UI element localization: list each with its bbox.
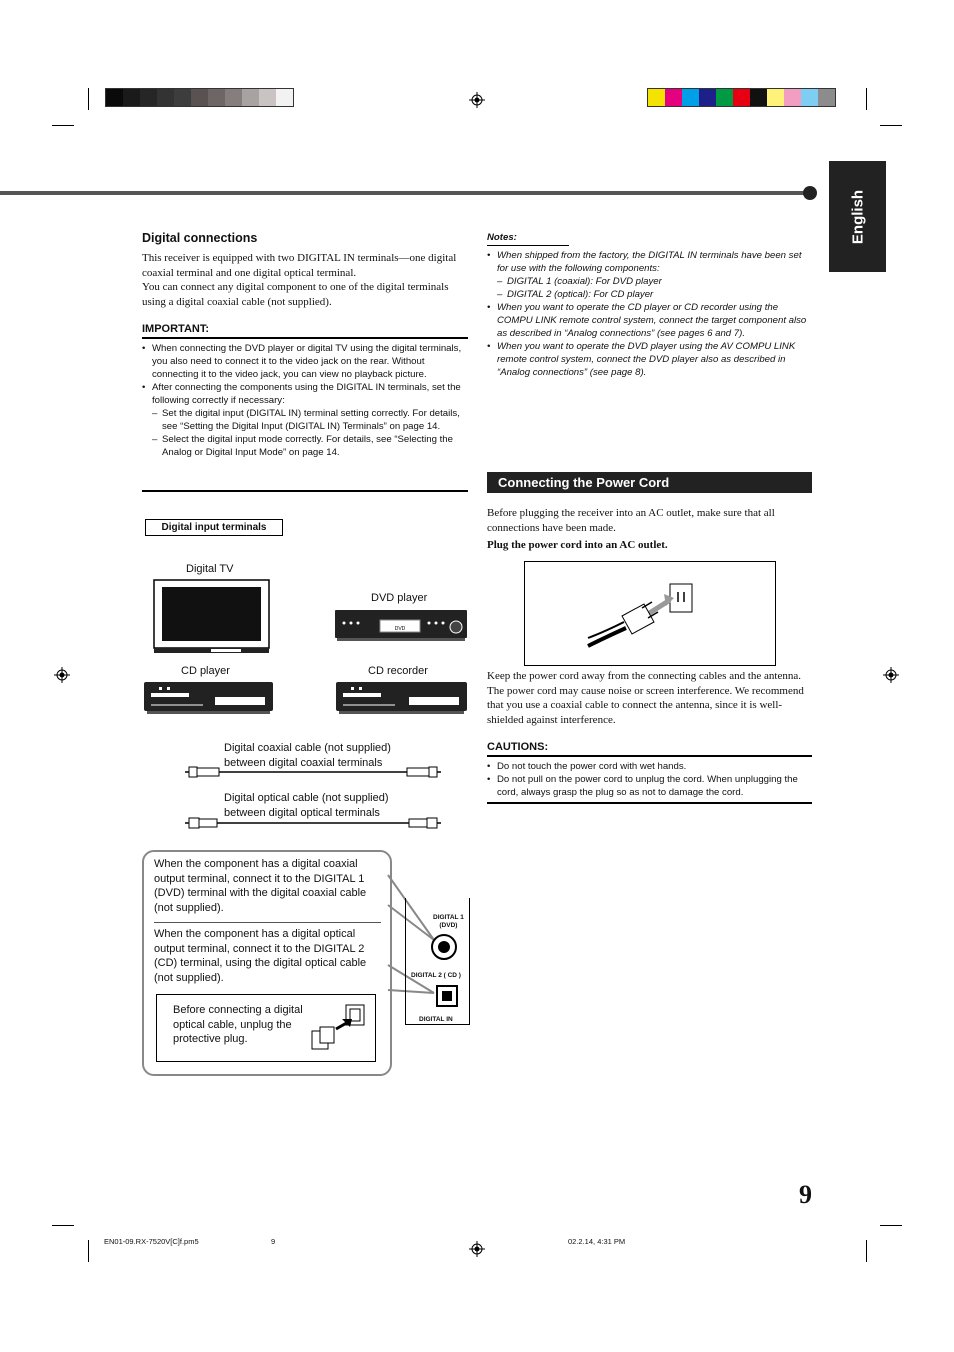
important-item-text: After connecting the components using the DIGITAL IN terminals, set the following correctly if necessary: [152,382,461,406]
crop-mark [52,1225,74,1226]
coaxial-cable-caption-line: Digital coaxial cable (not supplied) [224,742,391,754]
coaxial-cable-caption-line: between digital coaxial terminals [224,756,383,769]
digital-input-terminals-label: Digital input terminals [145,519,283,536]
important-item [142,381,462,459]
notes-rule [487,245,569,246]
color-swatch [801,89,818,106]
color-swatch [208,89,225,106]
digital1-label-line: DIGITAL 1 [433,914,464,921]
digital-in-label: DIGITAL IN [419,1016,453,1023]
cd-player-icon [143,681,274,715]
registration-mark-icon [883,667,899,683]
important-item: • When connecting the DVD player or digital TV using the digital terminals, you also need to connect it to the video jack on the rear. Without connecting it to the video jack, you can view no playback picture. [142,342,462,381]
note-item-text: When shipped from the factory, the DIGITAL IN terminals have been set for use with the following components: [497,250,802,274]
cautions-label: CAUTIONS: [487,741,549,753]
footer-page: 9 [271,1237,276,1246]
color-swatch [784,89,801,106]
crop-mark [88,88,89,110]
color-swatch [174,89,191,106]
protective-plug-text: Before connecting a digital optical cable, unplug the protective plug. [173,1004,303,1045]
cd-player-label: CD player [181,665,230,677]
coaxial-cable-icon [183,763,443,781]
top-rule [0,191,806,195]
optical-cable-caption-line: between digital optical terminals [224,806,380,819]
color-swatch [140,89,157,106]
optical-cable-icon [183,814,443,832]
crop-mark [866,88,867,110]
crop-mark [88,1240,89,1262]
registration-mark-icon [54,667,70,683]
coaxial-jack-icon [430,933,458,961]
digital1-label [433,914,464,930]
digital1-label-line: (DVD) [439,922,458,929]
color-swatch [259,89,276,106]
caution-item: • Do not touch the power cord with wet hands. [487,760,812,773]
callout-coaxial-text: When the component has a digital coaxial output terminal, connect it to the DIGITAL 1 (DVD) terminal with the digital coaxial cable (not supplied). [154,858,367,914]
dvd-player-label: DVD player [371,592,428,604]
important-subitem: – Set the digital input (DIGITAL IN) terminal setting correctly. For details, see “Setting the Digital Input (DIGITAL IN) Terminals” on page 14. [152,407,462,433]
digital-intro [142,251,462,309]
footer-file: EN01-09.RX-7520V[C]f.pm5 [104,1237,199,1246]
power-heading: Connecting the Power Cord [498,475,670,490]
digital-intro-line: This receiver is equipped with two DIGITAL IN terminals—one digital coaxial terminal and one digital optical terminal. [142,252,457,279]
crop-mark [866,1240,867,1262]
cautions-bottom-rule [487,802,812,804]
color-swatch [733,89,750,106]
digital-tv-icon [153,579,270,654]
power-para2: Keep the power cord away from the connecting cables and the antenna. The power cord may cause noise or screen interference. We recommend that you use a coaxial cable to connect the antenna, since it is well-shielded against interference. [487,670,804,726]
important-top-rule [142,337,468,339]
dvd-display-text: DVD [394,626,406,632]
color-swatch [123,89,140,106]
crop-mark [880,1225,902,1226]
optical-cable-caption-line: Digital optical cable (not supplied) [224,792,389,804]
important-label: IMPORTANT: [142,323,210,335]
page-number: 9 [799,1180,812,1209]
registration-mark-icon [469,92,485,108]
power-heading-bar [487,472,812,493]
protective-plug-icon [306,1003,368,1053]
color-swatch [242,89,259,106]
color-swatch [276,89,293,106]
note-subitem: – DIGITAL 2 (optical): For CD player [497,288,812,301]
color-swatch [699,89,716,106]
notes-label: Notes: [487,232,517,243]
important-bottom-rule [142,490,468,492]
crop-mark [880,125,902,126]
color-swatch [750,89,767,106]
color-swatch [716,89,733,106]
color-swatch [225,89,242,106]
callout-divider [154,922,381,923]
cd-recorder-label: CD recorder [368,665,428,677]
digital-tv-label: Digital TV [186,563,234,575]
power-intro: Before plugging the receiver into an AC outlet, make sure that all connections have been made. [487,507,775,534]
digital-intro-line2: You can connect any digital component to one of the digital terminals using a digital coaxial cable (not supplied). [142,281,449,308]
color-swatch [682,89,699,106]
color-swatch [665,89,682,106]
callout-optical-text: When the component has a digital optical output terminal, connect it to the DIGITAL 2 (CD) terminal, using the digital optical cable (not supplied). [154,928,367,984]
color-swatch [191,89,208,106]
color-swatch [767,89,784,106]
cd-recorder-icon [335,681,468,715]
cautions-top-rule [487,755,812,757]
power-plug-icon [584,576,704,651]
registration-mark-icon [469,1241,485,1257]
power-instruction: Plug the power cord into an AC outlet. [487,539,668,551]
notes-list [487,249,812,379]
optical-jack-icon [436,985,458,1007]
color-swatch [648,89,665,106]
digital2-label: DIGITAL 2 ( CD ) [411,972,461,979]
note-item: • When you want to operate the CD player or CD recorder using the COMPU LINK remote control system, connect the target component also as described in “Analog connections” (see pages 6 and 7). [487,301,812,340]
note-subitem: – DIGITAL 1 (coaxial): For DVD player [497,275,812,288]
color-swatch [818,89,835,106]
color-bar-left [105,88,294,107]
cautions-list [487,760,812,799]
color-swatch [157,89,174,106]
language-tab-label: English [849,189,866,244]
caution-item: • Do not pull on the power cord to unplug the cord. When unplugging the cord, always grasp the plug so as not to damage the cord. [487,773,812,799]
note-item [487,249,812,301]
color-bar-right [647,88,836,107]
important-list [142,342,462,459]
digital-heading: Digital connections [142,231,258,245]
color-swatch [106,89,123,106]
language-tab [829,161,886,272]
dvd-player-icon [334,609,468,642]
important-subitem: – Select the digital input mode correctly. For details, see “Selecting the Analog or Digital Input Mode” on page 14. [152,433,462,459]
footer-date: 02.2.14, 4:31 PM [568,1237,626,1246]
crop-mark [52,125,74,126]
note-item: • When you want to operate the DVD player using the AV COMPU LINK remote control system, connect the DVD player also as described in “Analog connections” (see page 8). [487,340,812,379]
top-rule-end-dot [803,186,817,200]
